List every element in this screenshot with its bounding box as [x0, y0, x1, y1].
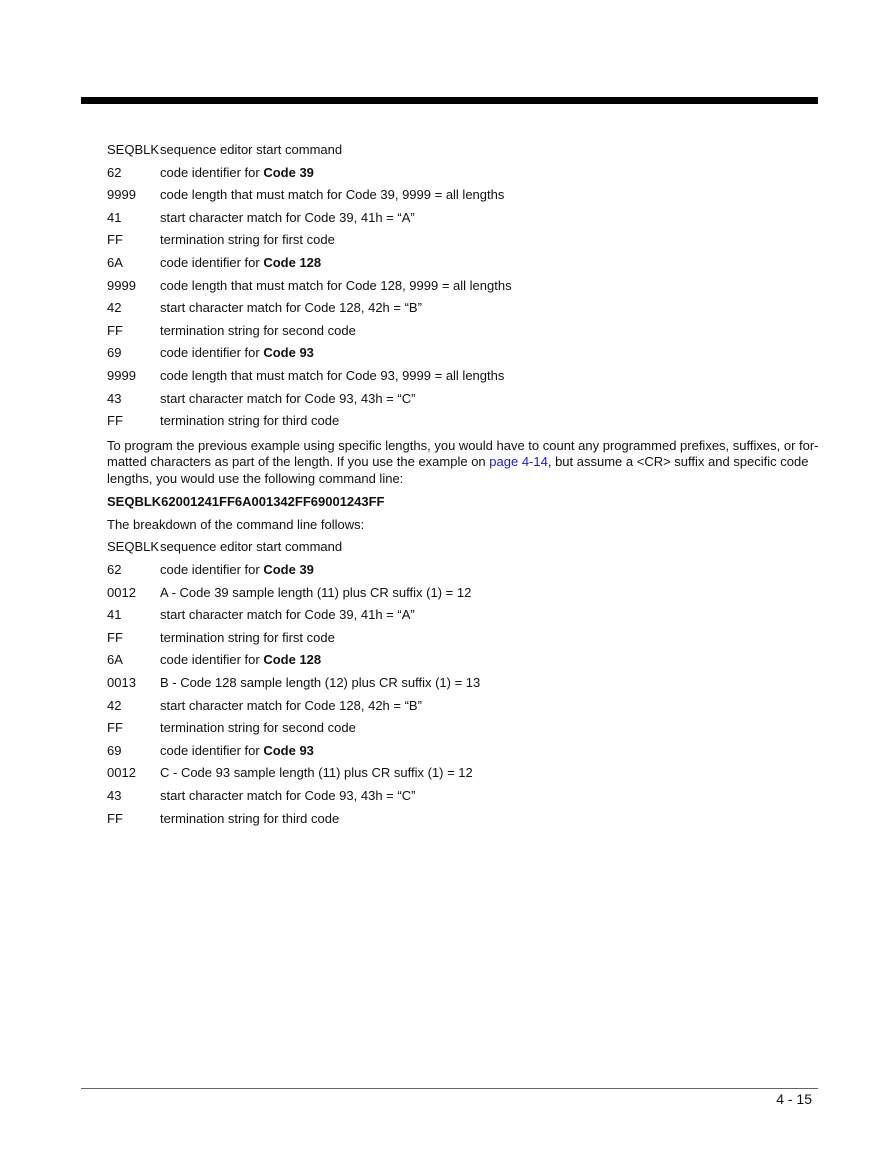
list-item	[107, 388, 819, 411]
item-symbology-name: Code 39	[263, 164, 314, 180]
item-description-text: termination string for second code	[160, 322, 356, 338]
item-code: 69	[107, 345, 122, 361]
list-item	[107, 762, 819, 785]
item-description-text: termination string for first code	[160, 232, 335, 248]
item-description-text: B - Code 128 sample length (12) plus CR suffix (1) = 13	[160, 674, 481, 690]
item-description-text: start character match for Code 128, 42h = “B”	[160, 300, 422, 316]
list-item	[107, 717, 819, 740]
item-code: 0013	[107, 674, 136, 690]
item-description-text: code identifier for	[160, 164, 264, 180]
item-description	[160, 297, 819, 320]
item-description-text: A - Code 39 sample length (11) plus CR suffix (1) = 12	[160, 584, 472, 600]
item-code: 0012	[107, 584, 136, 600]
page-content	[107, 139, 819, 830]
item-description-text: termination string for third code	[160, 413, 340, 429]
header-rule	[81, 97, 818, 104]
item-description	[160, 139, 819, 162]
item-symbology-name: Code 93	[263, 742, 314, 758]
item-description-text: code length that must match for Code 128, 9999 = all lengths	[160, 277, 512, 293]
item-code: 43	[107, 787, 122, 803]
item-description	[160, 604, 819, 627]
item-symbology-name: Code 128	[263, 652, 322, 668]
list-item	[107, 297, 819, 320]
item-description	[160, 275, 819, 298]
list-item	[107, 536, 819, 559]
item-description-text: code identifier for	[160, 254, 264, 270]
item-description-text: code identifier for	[160, 345, 264, 361]
list-item	[107, 740, 819, 763]
list-item	[107, 252, 819, 275]
list-item	[107, 229, 819, 252]
item-code: 9999	[107, 187, 136, 203]
paragraph-text-before: To program the previous example using specific lengths, you would have to count any programmed prefixes, suffixes, or for-matted characters as part of the length. If you use the example on	[107, 437, 819, 470]
item-code: 69	[107, 742, 122, 758]
item-description-text: start character match for Code 93, 43h = “C”	[160, 390, 416, 406]
list-item	[107, 649, 819, 672]
item-description	[160, 184, 819, 207]
item-code: 9999	[107, 277, 136, 293]
item-description-text: termination string for second code	[160, 720, 356, 736]
list-item	[107, 162, 819, 185]
item-description-text: code identifier for	[160, 562, 264, 577]
item-description	[160, 342, 819, 365]
item-description-text: sequence editor start command	[160, 142, 343, 157]
list-item	[107, 627, 819, 650]
item-code: FF	[107, 720, 123, 736]
list-item	[107, 785, 819, 808]
item-symbology-name: Code 39	[263, 562, 314, 577]
item-description	[160, 252, 819, 275]
item-description	[160, 785, 819, 808]
item-code: 42	[107, 697, 122, 713]
item-description	[160, 207, 819, 230]
item-description	[160, 410, 819, 433]
item-description	[160, 559, 819, 582]
item-symbology-name: Code 93	[263, 345, 314, 361]
item-description	[160, 320, 819, 343]
item-description	[160, 762, 819, 785]
item-code: SEQBLK	[107, 539, 160, 555]
item-description-text: code identifier for	[160, 742, 264, 758]
item-code: SEQBLK	[107, 142, 160, 157]
item-code: 62	[107, 164, 122, 180]
command-breakdown-list-2	[107, 536, 819, 830]
item-code: 41	[107, 209, 122, 225]
item-description	[160, 808, 819, 831]
item-code: 6A	[107, 254, 123, 270]
command-breakdown-list-1	[107, 139, 819, 433]
instruction-paragraph	[107, 438, 819, 488]
item-description	[160, 582, 819, 605]
item-description	[160, 388, 819, 411]
item-description-text: start character match for Code 93, 43h = “C”	[160, 787, 416, 803]
item-description-text: code identifier for	[160, 652, 264, 668]
item-description-text: C - Code 93 sample length (11) plus CR suffix (1) = 12	[160, 765, 473, 781]
item-code: FF	[107, 232, 123, 248]
item-code: FF	[107, 322, 123, 338]
item-description	[160, 365, 819, 388]
item-code: 9999	[107, 367, 136, 383]
list-item	[107, 582, 819, 605]
item-description-text: code length that must match for Code 39, 9999 = all lengths	[160, 187, 505, 203]
command-line: SEQBLK62001241FF6A001342FF69001243FF	[107, 494, 385, 510]
item-code: 62	[107, 562, 122, 577]
item-code: 41	[107, 607, 122, 623]
list-item	[107, 604, 819, 627]
item-description-text: start character match for Code 128, 42h = “B”	[160, 697, 422, 713]
item-description	[160, 229, 819, 252]
list-item	[107, 410, 819, 433]
item-code: 0012	[107, 765, 136, 781]
list-item	[107, 342, 819, 365]
item-description	[160, 695, 819, 718]
item-code: FF	[107, 413, 123, 429]
item-description-text: sequence editor start command	[160, 539, 343, 555]
list-item	[107, 559, 819, 582]
page-number: 4 - 15	[776, 1091, 812, 1107]
item-description	[160, 672, 819, 695]
item-symbology-name: Code 128	[263, 254, 322, 270]
item-description	[160, 536, 819, 559]
item-description-text: termination string for third code	[160, 810, 340, 826]
page-link[interactable]: page 4-14	[489, 454, 548, 470]
item-code: FF	[107, 810, 123, 826]
list-item	[107, 695, 819, 718]
item-code: 6A	[107, 652, 123, 668]
list-item	[107, 365, 819, 388]
list-item	[107, 808, 819, 831]
item-description-text: code length that must match for Code 93, 9999 = all lengths	[160, 367, 505, 383]
item-description	[160, 717, 819, 740]
item-code: FF	[107, 629, 123, 645]
item-description-text: termination string for first code	[160, 629, 335, 645]
item-description-text: start character match for Code 39, 41h = “A”	[160, 607, 415, 623]
item-description	[160, 649, 819, 672]
paragraph-text-after: , but assume a <CR> suffix and specific code lengths, you would use the following command line:	[107, 454, 809, 486]
item-description	[160, 740, 819, 763]
item-description	[160, 627, 819, 650]
list-item	[107, 320, 819, 343]
list-item	[107, 672, 819, 695]
item-code: 42	[107, 300, 122, 316]
item-description	[160, 162, 819, 185]
item-code: 43	[107, 390, 122, 406]
list-item	[107, 275, 819, 298]
list-item	[107, 184, 819, 207]
footer-rule	[81, 1088, 818, 1089]
item-description-text: start character match for Code 39, 41h = “A”	[160, 209, 415, 225]
breakdown-intro: The breakdown of the command line follows:	[107, 516, 365, 532]
list-item	[107, 139, 819, 162]
list-item	[107, 207, 819, 230]
